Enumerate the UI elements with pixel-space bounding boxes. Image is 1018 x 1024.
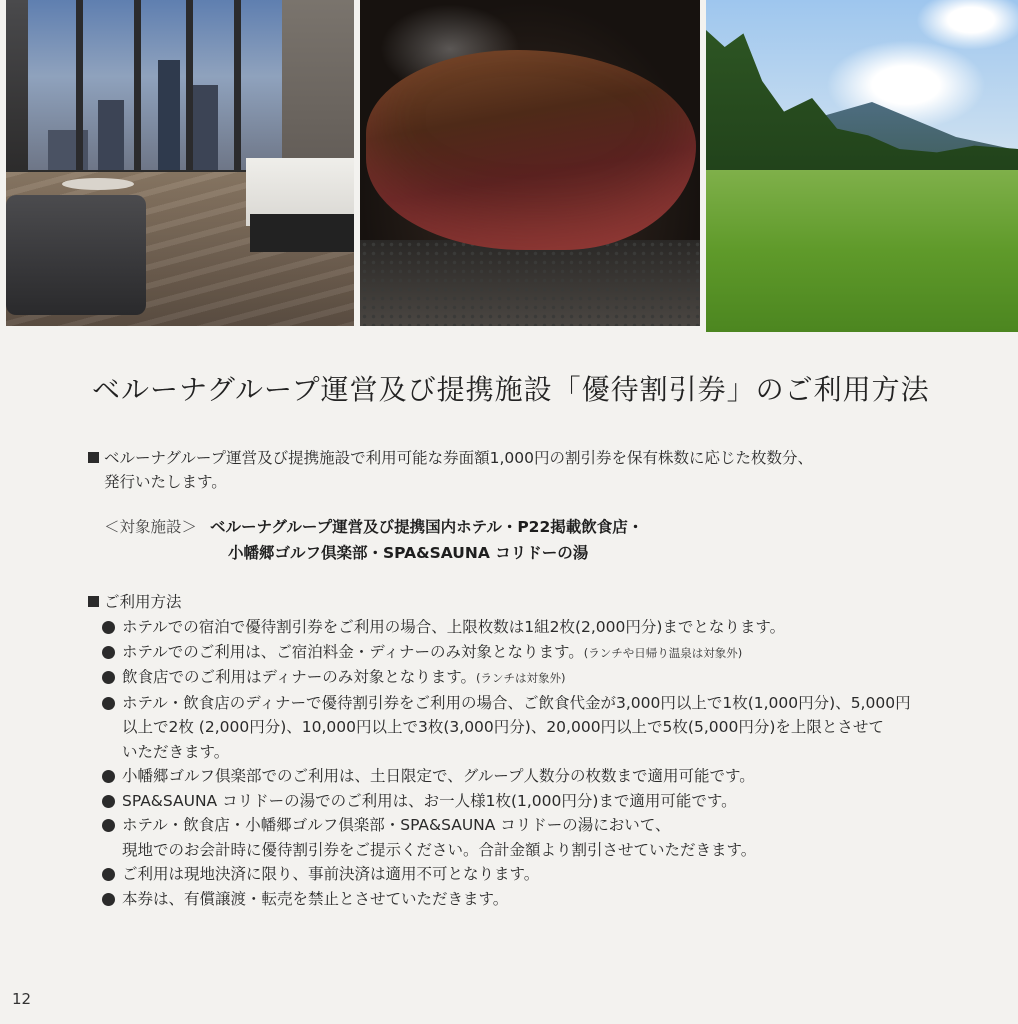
list-item: 小幡郷ゴルフ倶楽部でのご利用は、土日限定で、グループ人数分の枚数まで適用可能です。	[100, 764, 1000, 789]
header-photos	[0, 0, 1018, 336]
usage-heading	[88, 590, 988, 614]
list-item: ホテル・飲食店のディナーで優待割引券をご利用の場合、ご飲食代金が3,000円以上で1枚(1,000円分)、5,000円 以上で2枚 (2,000円分)、10,000円以上で3枚(3,000円分)、20,000円以上で5枚(5,000円分)を上限とさせて いただきます。	[100, 691, 1000, 765]
page-title: ベルーナグループ運営及び提携施設「優待割引券」のご利用方法	[92, 373, 930, 406]
hotel-room-photo	[6, 0, 354, 326]
square-bullet-icon	[88, 452, 99, 463]
list-item: ご利用は現地決済に限り、事前決済は適用不可となります。	[100, 862, 1000, 887]
list-item: SPA&SAUNA コリドーの湯でのご利用は、お一人様1枚(1,000円分)まで適用可能です。	[100, 789, 1000, 814]
list-item: ホテルでのご利用は、ご宿泊料金・ディナーのみ対象となります。(ランチや日帰り温泉は対象外)	[100, 640, 1000, 666]
hotel-window	[28, 0, 282, 170]
list-item: 飲食店でのご利用はディナーのみ対象となります。(ランチは対象外)	[100, 665, 1000, 691]
square-bullet-icon	[88, 596, 99, 607]
intro-line-2: 発行いたします。	[104, 473, 227, 491]
list-item: ホテル・飲食店・小幡郷ゴルフ倶楽部・SPA&SAUNA コリドーの湯において、 現地でのお会計時に優待割引券をご提示ください。合計金額より割引させていただきます。	[100, 813, 1000, 862]
golf-course-photo	[706, 0, 1018, 332]
steak-photo	[360, 0, 700, 326]
list-item: ホテルでの宿泊で優待割引券をご利用の場合、上限枚数は1組2枚(2,000円分)までとなります。	[100, 615, 1000, 640]
usage-list	[100, 615, 1000, 911]
intro-line-1: ベルーナグループ運営及び提携施設で利用可能な券面額1,000円の割引券を保有株数に応じた枚数分、	[104, 449, 814, 467]
page-number: 12	[12, 990, 32, 1008]
target-facilities	[104, 515, 1004, 565]
target-label: ＜対象施設＞	[104, 518, 198, 536]
target-line-2: 小幡郷ゴルフ倶楽部・SPA&SAUNA コリドーの湯	[228, 544, 589, 562]
target-line-1: ベルーナグループ運営及び提携国内ホテル・P22掲載飲食店・	[209, 518, 644, 536]
usage-heading-text: ご利用方法	[104, 593, 182, 611]
intro-paragraph	[88, 446, 988, 494]
sofa	[6, 195, 146, 315]
grill-plate	[360, 240, 700, 326]
fairway	[706, 170, 1018, 332]
list-item: 本券は、有償譲渡・転売を禁止とさせていただきます。	[100, 887, 1000, 912]
steak	[366, 50, 696, 250]
